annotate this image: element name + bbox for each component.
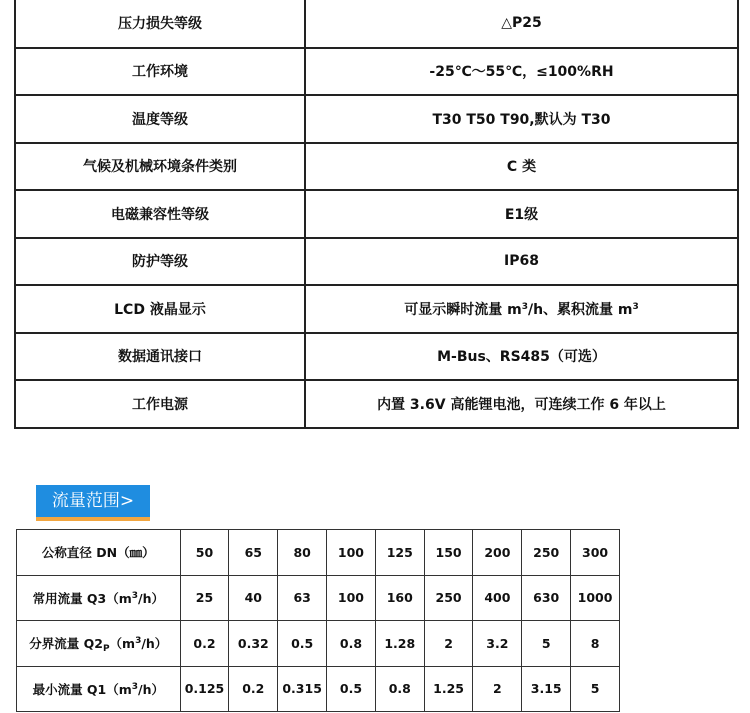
table-cell: 3.2 (473, 621, 522, 667)
table-row (15, 95, 738, 143)
spec-value: C 类 (305, 143, 738, 191)
superscript: 3 (632, 301, 639, 312)
table-cell: 1.25 (424, 666, 473, 712)
table-cell: 2 (424, 621, 473, 667)
spec-value: 内置 3.6V 高能锂电池，可连续工作 6 年以上 (305, 380, 738, 428)
row-label: 公称直径 DN（㎜） (17, 530, 181, 576)
table-row (15, 143, 738, 191)
table-cell: 0.2 (180, 621, 229, 667)
label-text: /h） (141, 636, 168, 652)
table-cell: 400 (473, 575, 522, 621)
label-text: 最小流量 Q1（m (32, 681, 132, 697)
spec-label: 防护等级 (15, 238, 305, 286)
spec-label: 温度等级 (15, 95, 305, 143)
table-cell: 25 (180, 575, 229, 621)
table-row (17, 575, 620, 621)
spec-label: 工作环境 (15, 48, 305, 96)
table-cell: 40 (229, 575, 278, 621)
lcd-text-a: 可显示瞬时流量 m (404, 301, 522, 318)
row-label (17, 575, 181, 621)
superscript: 3 (131, 590, 139, 601)
spec-value: IP68 (305, 238, 738, 286)
label-text: 分界流量 Q2 (29, 636, 103, 652)
table-cell: 100 (327, 530, 376, 576)
flow-table (16, 529, 620, 712)
table-cell: 8 (571, 621, 620, 667)
label-text: 常用流量 Q3（m (32, 590, 132, 606)
spec-label: 气候及机械环境条件类别 (15, 143, 305, 191)
superscript: 3 (521, 301, 528, 312)
table-row (15, 333, 738, 381)
spec-value: T30 T50 T90,默认为 T30 (305, 95, 738, 143)
spec-value: E1级 (305, 190, 738, 238)
spec-label: 压力损失等级 (15, 0, 305, 48)
spec-table (14, 0, 739, 429)
table-cell: 150 (424, 530, 473, 576)
table-cell: 0.5 (278, 621, 327, 667)
table-cell: 3.15 (522, 666, 571, 712)
superscript: 3 (131, 681, 139, 692)
section-title: 流量范围> (36, 485, 150, 521)
table-cell: 200 (473, 530, 522, 576)
label-text: /h） (138, 681, 164, 697)
table-cell: 0.32 (229, 621, 278, 667)
lcd-text-b: /h、累积流量 m (527, 301, 633, 318)
table-cell: 0.315 (278, 666, 327, 712)
row-label (17, 666, 181, 712)
spec-value: -25℃～55℃，≤100%RH (305, 48, 738, 96)
table-cell: 125 (375, 530, 424, 576)
table-row (15, 0, 738, 48)
table-cell: 1.28 (375, 621, 424, 667)
spec-value: M-Bus、RS485（可选） (305, 333, 738, 381)
table-row (15, 238, 738, 286)
table-cell: 2 (473, 666, 522, 712)
table-cell: 1000 (571, 575, 620, 621)
label-text: （m (109, 636, 136, 652)
table-cell: 5 (571, 666, 620, 712)
spec-label: 数据通讯接口 (15, 333, 305, 381)
table-cell: 5 (522, 621, 571, 667)
row-label (17, 621, 181, 667)
table-cell: 100 (327, 575, 376, 621)
table-cell: 0.8 (375, 666, 424, 712)
table-row (15, 380, 738, 428)
table-row (15, 285, 738, 333)
table-cell: 80 (278, 530, 327, 576)
table-cell: 0.2 (229, 666, 278, 712)
table-row (17, 530, 620, 576)
subscript: P (102, 644, 110, 655)
spec-label: 工作电源 (15, 380, 305, 428)
spec-label: LCD 液晶显示 (15, 285, 305, 333)
table-row (17, 621, 620, 667)
table-cell: 63 (278, 575, 327, 621)
table-cell: 300 (571, 530, 620, 576)
table-cell: 250 (424, 575, 473, 621)
table-cell: 0.5 (327, 666, 376, 712)
table-cell: 250 (522, 530, 571, 576)
table-row (17, 666, 620, 712)
table-cell: 50 (180, 530, 229, 576)
table-cell: 65 (229, 530, 278, 576)
spec-label: 电磁兼容性等级 (15, 190, 305, 238)
table-cell: 0.125 (180, 666, 229, 712)
spec-value (305, 285, 738, 333)
spec-value: △P25 (305, 0, 738, 48)
table-cell: 630 (522, 575, 571, 621)
table-cell: 160 (375, 575, 424, 621)
table-row (15, 48, 738, 96)
table-cell: 0.8 (327, 621, 376, 667)
label-text: /h） (138, 590, 164, 606)
table-row (15, 190, 738, 238)
superscript: 3 (135, 636, 142, 647)
